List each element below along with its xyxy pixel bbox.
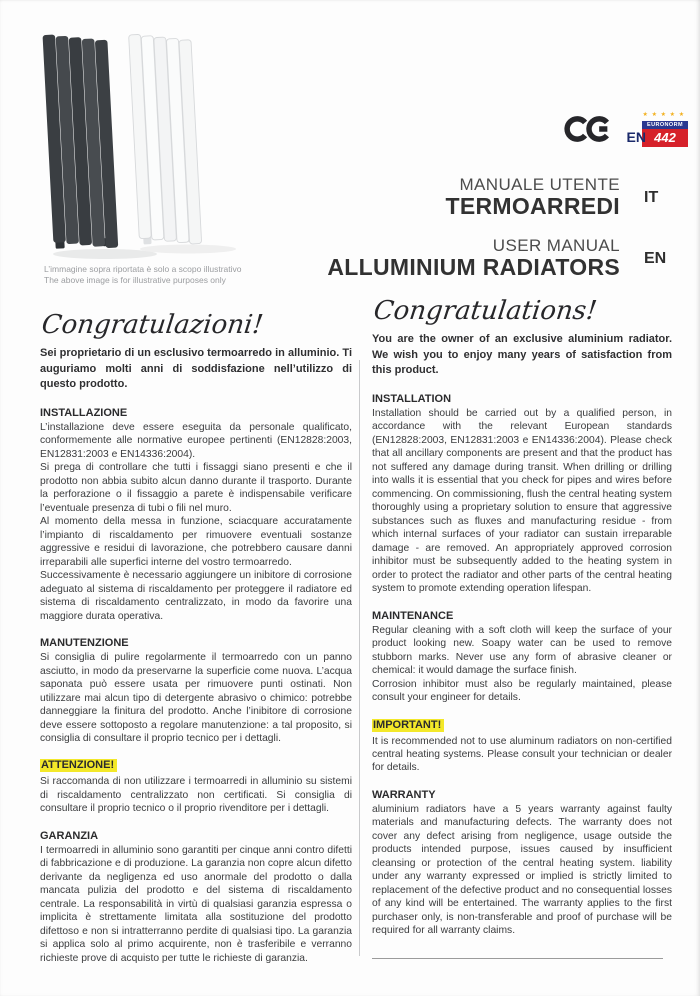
intro-en: You are the owner of an exclusive aluminium radiator. We wish you to enjoy many years of satisfaction from this product. (372, 333, 672, 377)
greeting-it: Congratulazioni! (40, 310, 265, 340)
section-heading-manutenzione: MANUTENZIONE (40, 637, 129, 650)
title-block-en (327, 236, 668, 281)
certification-badges (564, 110, 688, 148)
maintenance-paragraph: Regular cleaning with a soft cloth will keep the surface of your product looking new. Soapy water can be used to remove stubborn marks. Never use any form of abrasive cleaner or chemical: it would damage the surface finish. (372, 624, 672, 677)
ce-mark-icon (564, 110, 614, 148)
language-label-en: EN (644, 249, 667, 267)
language-label-it: IT (644, 188, 659, 206)
subtitle-it: MANUALE UTENTE (459, 175, 620, 194)
section-heading-garanzia: GARANZIA (40, 829, 99, 842)
section-heading-attenzione: ATTENZIONE! (40, 759, 117, 772)
page-title-it: TERMOARREDI (445, 193, 620, 219)
illustration-caption-it: L’immagine sopra riportata è solo a scopo illustrativo (44, 264, 242, 274)
title-block (327, 175, 668, 281)
euronorm-label: EURONORM (642, 121, 688, 130)
radiators-image (30, 18, 255, 268)
attenzione-paragraph: Si raccomanda di non utilizzare i termoarredi in alluminio su sistemi di riscaldamento centralizzato non certificati. Si consiglia di consultare il proprio tecnico o il proprio rivenditore per i dettagli. (40, 776, 352, 815)
column-italian (40, 296, 352, 965)
title-block-it (327, 175, 668, 220)
installation-paragraph: Installation should be carried out by a qualified person, in accordance with the relevant European standards (EN12828:2003, EN12831:2003 e EN14336:2004). Please check that all ancillary components are present and that the product has not suffered any damage during transit. When drilling or drilling into walls it is essential that you check for pipes and wires before commencing. On commissioning, flush the central heating system thoroughly using a proprietary solution to ensure that aggressive substances such as fluxes and manufacturing residue - from which internal surfaces of your radiator can sustain irreparable damage - are removed. An appropriately approved corrosion inhibitor must be subsequently added to the heating system in order to protect the radiator and other parts of the central heating system to promote extending operation lifespan. (372, 407, 672, 595)
illustration-caption (44, 264, 242, 285)
en442-en-label: EN (626, 129, 646, 146)
warranty-paragraph: aluminium radiators have a 5 years warranty against faulty materials and manufacturing defects. The warranty does not cover any defect arising from negligence, usage outside the products intended purpose, issues caused by insufficient cleansing or protection of the central heating system. liability under any warranty expressed or implied is strictly limited to replacement of the defective product and no consequential losses of any kind will be entertained. The warranty applies to the first purchaser only, is non-transferable and proof of purchase will be required for all warranty claims. (372, 803, 672, 937)
subtitle-en: USER MANUAL (492, 236, 620, 255)
manutenzione-paragraph: Si consiglia di pulire regolarmente il termoarredo con un panno asciutto, in modo da preservarne la superficie come nuova. L’acqua saponata può essere usata per rimuovere punti ostinati. Non utilizzare mai alcun tipo di detergente abrasivo o chimico: potrebbe danneggiare la finitura del prodotto. Anche l’inibitore di corrosione deve essere sottoposto a regolare manutenzione: a tal proposito, si consiglia di consultare il proprio tecnico per i dettagli. (40, 652, 352, 744)
en442-box (642, 121, 688, 148)
footer-rule (372, 958, 663, 959)
section-heading-maintenance: MAINTENANCE (372, 609, 454, 622)
illustration-caption-en: The above image is for illustrative purposes only (44, 274, 226, 285)
maintenance-paragraph: Corrosion inhibitor must also be regularly maintained, please consult your engineer for details. (372, 678, 672, 704)
important-paragraph: It is recommended not to use aluminum radiators on non-certified central heating systems. Please consult your technician or dealer for details. (372, 735, 672, 774)
en442-badge (627, 111, 688, 148)
content-columns (40, 296, 672, 965)
euronorm-stars-icon: ★ ★ ★ ★ ★ (642, 111, 686, 118)
greeting-en: Congratulations! (372, 296, 599, 326)
section-heading-warranty: WARRANTY (372, 788, 436, 801)
column-english (372, 296, 672, 965)
radiator-illustration (30, 18, 255, 268)
intro-it: Sei proprietario di un esclusivo termoarredo in alluminio. Ti auguriamo molti anni di soddisfazione nell’utilizzo di questo prodotto. (40, 347, 352, 391)
garanzia-paragraph: I termoarredi in alluminio sono garantiti per cinque anni contro difetti di fabbricazione e di produzione. La garanzia non copre alcun difetto derivante da negligenza ed uso anormale del prodotto o dalla mancata pulizia del prodotto e del sistema di riscaldamento centrale. La responsabilità in virtù di qualsiasi garanzia espressa o implicita è strettamente limitata alla sostituzione del prodotto difettoso e non si intratterranno perdite di qualsiasi tipo. La garanzia si applica solo al primo acquirente, non è trasferibile e verranno richieste prove di acquisto per tutte le richieste di garanzia. (40, 844, 352, 964)
column-divider (359, 360, 360, 956)
installazione-paragraph: Successivamente è necessario aggiungere un inibitore di corrosione adeguato al sistema di riscaldamento per proteggere il radiatore ed sistema di riscaldamento centralizzato, in modo da favorire una maggiore durata operativa. (40, 570, 352, 622)
section-heading-installazione: INSTALLAZIONE (40, 406, 128, 419)
section-heading-installation: INSTALLATION (372, 392, 452, 405)
section-heading-important: IMPORTANT! (372, 719, 444, 732)
norm-number: 442 (642, 129, 688, 147)
radiator-white (129, 32, 202, 247)
installazione-paragraph: Si prega di controllare che tutti i fissaggi siano presenti e che il prodotto non abbia subito alcun danno durante il trasporto. Durante la perforazione o il fissaggio a parete è indispensabile verificare l’eventuale presenza di tubi o fili nel muro. (40, 462, 352, 514)
page-title-en: ALLUMINIUM RADIATORS (327, 254, 620, 280)
installazione-paragraph: L’installazione deve essere eseguita da personale qualificato, conformemente alle normative europee pertinenti (EN12828:2003, EN12831:2003 e EN14336:2004). (40, 421, 352, 460)
radiator-dark (43, 32, 119, 251)
installazione-paragraph: Al momento della messa in funzione, sciacquare accuratamente l’impianto di riscaldamento per rimuovere eventuali sostanze aggressive e residui di lavorazione, che potrebbero causare danni irreparabili alle superfici interne del vostro termoarredo. (40, 516, 352, 568)
